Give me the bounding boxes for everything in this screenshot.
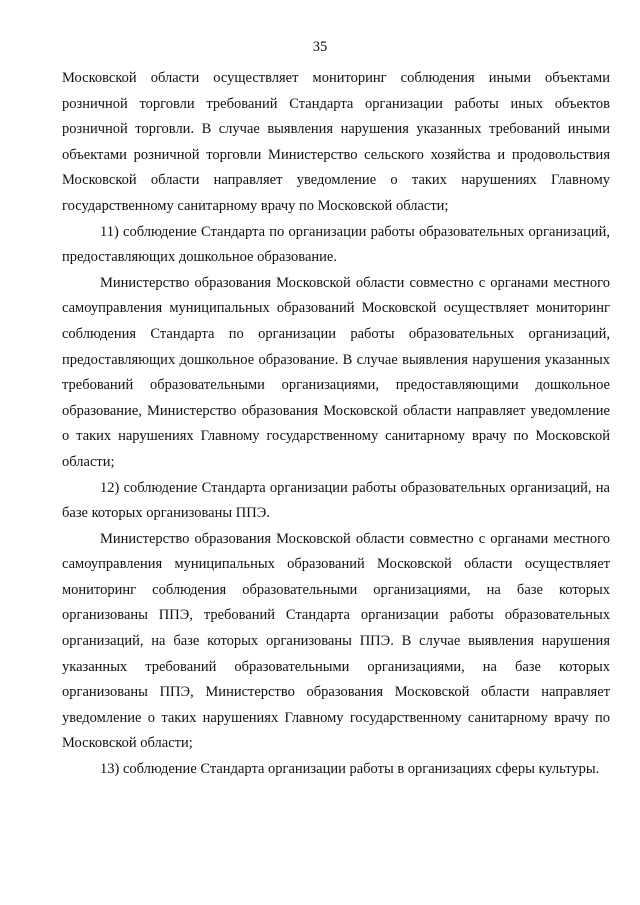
page-number: 35 — [312, 39, 328, 55]
paragraph-item-12: 12) соблюдение Стандарта организации работы образовательных организаций, на базе которых организованы ППЭ. — [62, 479, 610, 522]
paragraph-item-13: 13) соблюдение Стандарта организации работы в организациях сферы культуры. — [100, 761, 600, 778]
paragraph-preschool-monitoring: Министерство образования Московской области совместно с органами местного самоуправления муниципальных образований Московской осуществляет мониторинг соблюдения Стандарта по организации работы образовательных организаций, предоставляющих дошкольное образование. В случае выявления нарушения указанных требований образовательными организациями, предоставляющими дошкольное образование, Министерство образования Московской области направляет уведомление о таких нарушениях Главному государственному санитарному врачу по Московской области; — [62, 274, 610, 470]
document-body — [62, 66, 610, 783]
paragraph-item-11: 11) соблюдение Стандарта по организации работы образовательных организаций, предоставляющих дошкольное образование. — [62, 223, 610, 266]
paragraph-ppe-monitoring: Министерство образования Московской области совместно с органами местного самоуправления муниципальных образований Московской области осуществляет мониторинг соблюдения образовательными организациями, на базе которых организованы ППЭ, требований Стандарта организации работы образовательных организаций, на базе которых организованы ППЭ. В случае выявления нарушения указанных требований образовательными организациями, на базе которых организованы ППЭ, Министерство образования Московской области направляет уведомление о таких нарушениях Главному государственному санитарному врачу по Московской области; — [62, 530, 610, 752]
paragraph-monitoring-retail: Московской области осуществляет мониторинг соблюдения иными объектами розничной торговли требований Стандарта организации работы иных объектов розничной торговли. В случае выявления нарушения указанных требований иными объектами розничной торговли Министерство сельского хозяйства и продовольствия Московской области направляет уведомление о таких нарушениях Главному государственному санитарному врачу по Московской области; — [62, 70, 610, 214]
